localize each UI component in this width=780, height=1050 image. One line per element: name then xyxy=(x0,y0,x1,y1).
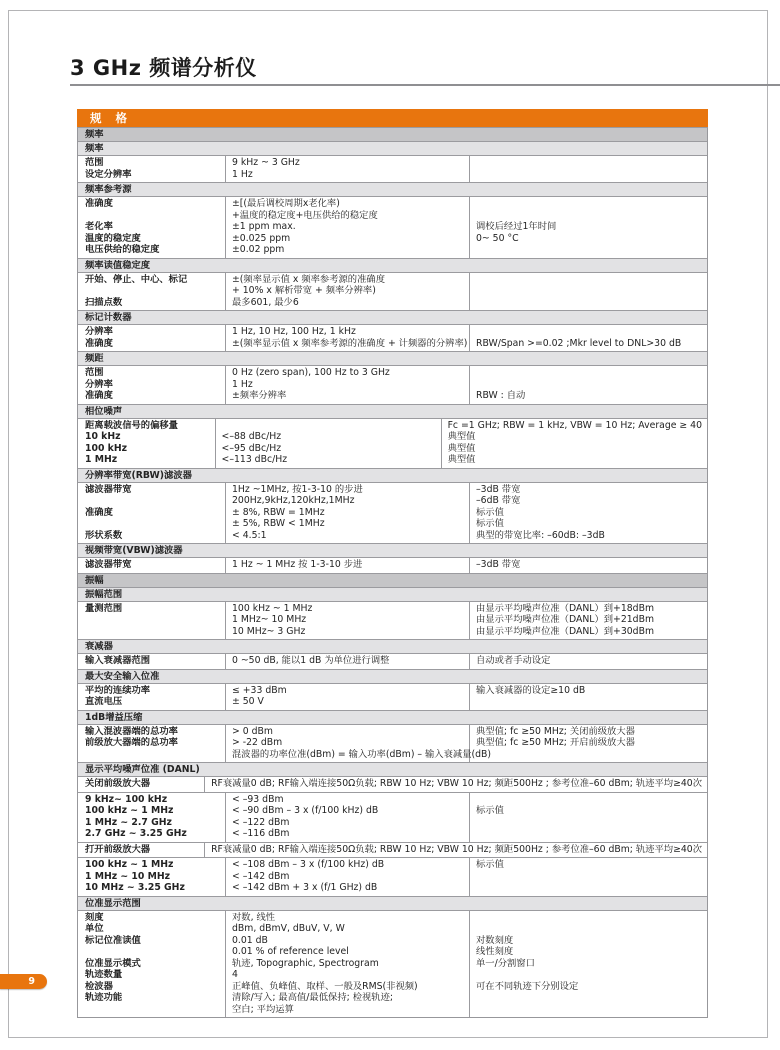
subsection-header-row xyxy=(78,762,707,776)
value-cell xyxy=(226,654,470,669)
subsection-header-row xyxy=(78,587,707,601)
spec-line: 100 kHz xyxy=(85,442,128,454)
spec-line: 典型值; fc ≥50 MHz; 开启前级放大器 xyxy=(476,737,635,748)
section-header-row xyxy=(78,573,707,587)
note-cell xyxy=(470,558,707,573)
spec-line: 100 kHz ~ 1 MHz xyxy=(232,602,313,614)
spec-line: 0.01 dB xyxy=(232,934,268,946)
spec-line: <–113 dBc/Hz xyxy=(221,454,288,465)
spec-line: 单位 xyxy=(85,923,104,934)
spec-line: 清除/写入; 最高值/最低保持; 检视轨迹; xyxy=(232,992,394,1003)
spec-line: + 10% x 解析带宽 + 频率分辨率) xyxy=(232,285,376,296)
header-label: 振幅范围 xyxy=(85,588,123,600)
param-cell xyxy=(78,684,226,710)
spec-line xyxy=(476,198,702,210)
header-label: 相位噪声 xyxy=(85,405,123,417)
spec-line: ±频率分辨率 xyxy=(232,390,287,401)
spec-line: 输入衰减器的设定≥10 dB xyxy=(476,684,586,696)
spec-line: RBW : 自动 xyxy=(476,390,526,401)
spec-line: 标示值 xyxy=(476,518,504,529)
value-cell xyxy=(226,197,470,258)
spec-line: 典型值; fc ≥50 MHz; 关闭前级放大器 xyxy=(476,725,635,737)
spec-line: 范围 xyxy=(85,367,104,378)
spec-line: 标示值 xyxy=(476,506,504,518)
spec-line: 标示值 xyxy=(476,859,504,870)
spec-line: 轨迹数量 xyxy=(85,969,123,980)
spec-line: 4 xyxy=(232,969,238,980)
header-label: 分辨率带宽(RBW)滤波器 xyxy=(85,469,192,481)
param-cell xyxy=(78,325,226,351)
spec-line xyxy=(85,210,220,222)
subsection-header-row xyxy=(78,141,707,155)
subsection-header-row xyxy=(78,258,707,272)
spec-line: 距离载波信号的偏移量 xyxy=(85,419,178,431)
spec-line: 分辨率 xyxy=(85,378,113,390)
spec-line: 100 kHz ~ 1 MHz xyxy=(85,859,174,870)
param-cell xyxy=(78,725,226,763)
spec-line: –3dB 带宽 xyxy=(476,559,521,570)
param-cell xyxy=(78,911,226,1018)
spec-line: 9 kHz~ 100 kHz xyxy=(85,793,168,805)
spec-line: 量测范围 xyxy=(85,602,123,614)
spec-line xyxy=(85,495,220,507)
spec-line: 分辨率 xyxy=(85,326,113,337)
spec-line: 1 Hz ~ 1 MHz 按 1-3-10 步进 xyxy=(232,559,363,570)
spec-line: 0 Hz (zero span), 100 Hz to 3 GHz xyxy=(232,367,390,378)
spec-line: ±1 ppm max. xyxy=(232,221,296,232)
subsection-header-row xyxy=(78,182,707,196)
spec-line: 滤波器带宽 xyxy=(85,483,132,495)
value-cell xyxy=(226,483,470,544)
note-cell xyxy=(470,684,707,710)
spec-line xyxy=(476,969,702,981)
spec-row xyxy=(78,857,707,896)
spec-line: > -22 dBm xyxy=(232,737,283,748)
spec-row xyxy=(78,272,707,311)
subsection-header-row xyxy=(78,468,707,482)
spec-line: <–88 dBc/Hz xyxy=(221,431,282,442)
spec-line xyxy=(476,326,702,338)
spec-line: 空白; 平均运算 xyxy=(232,1003,294,1015)
spec-line: ±[(最后调校周期x老化率) xyxy=(232,198,340,209)
note-cell xyxy=(442,419,707,468)
spec-line: ± 5%, RBW < 1MHz xyxy=(232,518,325,529)
spec-row xyxy=(78,365,707,404)
subsection-header-row xyxy=(78,543,707,557)
spec-line: 位准显示模式 xyxy=(85,957,141,969)
spec-line: 检波器 xyxy=(85,980,113,992)
spec-line: 单一/分割窗口 xyxy=(476,957,535,969)
spec-line: 10 MHz ~ 3.25 GHz xyxy=(85,882,185,893)
header-label: 频率参考源 xyxy=(85,184,132,195)
spec-line: 设定分辨率 xyxy=(85,168,132,180)
spec-line: 刻度 xyxy=(85,911,104,923)
param-cell xyxy=(78,558,226,573)
spec-line: 调校后经过1年时间 xyxy=(476,221,557,232)
spec-line: 对数, 线性 xyxy=(232,911,276,923)
spec-line: 1 MHz ~ 10 MHz xyxy=(85,870,171,882)
spec-line: 0 ~50 dB, 能以1 dB 为单位进行调整 xyxy=(232,655,390,666)
header-label: 频率读值稳定度 xyxy=(85,259,151,271)
spec-line: 混波器的功率位准(dBm) = 输入功率(dBm) – 输入衰减量(dB) xyxy=(232,748,492,760)
spec-line xyxy=(85,518,220,530)
spec-line: 线性刻度 xyxy=(476,946,514,957)
value-cell xyxy=(226,858,470,896)
spec-line: ±(频率显示值 x 频率参考源的准确度 + 计频器的分辨率) xyxy=(232,337,468,349)
subsection-header-row xyxy=(78,669,707,683)
spec-row xyxy=(78,683,707,710)
note-cell xyxy=(470,602,707,640)
spec-line: dBm, dBmV, dBuV, V, W xyxy=(232,923,345,934)
spec-line: 1 Hz xyxy=(232,168,253,180)
spec-line: 1 MHz xyxy=(85,454,118,465)
spec-line: 范围 xyxy=(85,157,104,168)
spec-line: 标记位准读值 xyxy=(85,934,141,946)
spec-line: 形状系数 xyxy=(85,529,123,541)
spec-line: 由显示平均噪声位准（DANL）到+18dBm xyxy=(476,602,655,614)
spec-line: 由显示平均噪声位准（DANL）到+30dBm xyxy=(476,625,655,637)
spec-line: –3dB 带宽 xyxy=(476,483,521,495)
spec-row xyxy=(78,482,707,544)
note-cell xyxy=(470,654,707,669)
spec-line: 1 Hz xyxy=(232,378,253,390)
spec-line: 输入混波器端的总功率 xyxy=(85,725,178,737)
note-cell xyxy=(470,325,707,351)
header-label: 振幅 xyxy=(85,574,104,586)
spec-line: 由显示平均噪声位准（DANL）到+21dBm xyxy=(476,614,655,625)
spec-line: 可在不同轨迹下分别设定 xyxy=(476,980,579,992)
spec-line: 典型的带宽比率: –60dB: –3dB xyxy=(476,529,605,541)
param-cell xyxy=(78,366,226,404)
value-cell xyxy=(226,273,470,311)
spec-row xyxy=(78,601,707,640)
spec-line: 典型值 xyxy=(447,442,476,454)
spec-line: ±(频率显示值 x 频率参考源的准确度 xyxy=(232,273,385,285)
spec-row xyxy=(78,792,707,842)
header-label: 1dB增益压缩 xyxy=(85,711,143,723)
spec-line: 1 MHz ~ 2.7 GHz xyxy=(85,816,172,828)
param-cell xyxy=(78,777,205,792)
spec-line: < –90 dBm – 3 x (f/100 kHz) dB xyxy=(232,805,379,816)
spec-line xyxy=(85,946,220,958)
note-cell xyxy=(470,156,707,182)
value-cell xyxy=(226,684,470,710)
note-cell xyxy=(470,197,707,258)
spec-line: 轨迹, Topographic, Spectrogram xyxy=(232,957,379,969)
spec-line: 关闭前级放大器 xyxy=(85,778,151,789)
spec-line: 温度的稳定度 xyxy=(85,232,141,244)
param-cell xyxy=(78,156,226,182)
spec-row xyxy=(78,653,707,669)
spec-line: < –93 dBm xyxy=(232,793,284,805)
note-cell xyxy=(470,366,707,404)
subsection-header-row xyxy=(78,639,707,653)
spec-line xyxy=(85,285,220,297)
spec-line: 0.01 % of reference level xyxy=(232,946,349,957)
spec-line: 10 MHz~ 3 GHz xyxy=(232,625,306,637)
spec-line xyxy=(222,420,436,432)
spec-row xyxy=(78,155,707,182)
spec-line: 准确度 xyxy=(85,390,113,401)
header-label: 显示平均噪声位准 (DANL) xyxy=(85,764,200,775)
value-cell xyxy=(216,419,442,468)
spec-table-body xyxy=(78,127,707,1017)
value-cell-wide xyxy=(205,843,707,858)
spec-header-bar xyxy=(77,109,708,127)
header-label: 位准显示范围 xyxy=(85,897,141,909)
spec-line: ± 50 V xyxy=(232,696,264,707)
spec-span-row xyxy=(78,776,707,792)
spec-line: ≤ +33 dBm xyxy=(232,684,287,696)
header-label: 频率 xyxy=(85,129,104,140)
spec-line: 1 Hz, 10 Hz, 100 Hz, 1 kHz xyxy=(232,326,356,337)
spec-row xyxy=(78,557,707,573)
spec-line: 老化率 xyxy=(85,221,113,232)
value-cell xyxy=(226,725,492,763)
header-label: 频率 xyxy=(85,143,104,154)
spec-line: 正峰值、负峰值、取样、一般及RMS(非视频) xyxy=(232,980,418,992)
header-label: 标记计数器 xyxy=(85,312,132,323)
spec-line: <–95 dBc/Hz xyxy=(221,442,282,454)
spec-line: 0~ 50 °C xyxy=(476,232,519,244)
spec-line: 1Hz ~1MHz, 按1-3-10 的步进 xyxy=(232,483,363,495)
spec-line: 最多601, 最少6 xyxy=(232,296,299,308)
spec-row xyxy=(78,196,707,258)
subsection-header-row xyxy=(78,710,707,724)
spec-line: 准确度 xyxy=(85,506,113,518)
spec-line xyxy=(476,379,702,391)
value-cell xyxy=(226,602,470,640)
param-cell xyxy=(78,793,226,842)
spec-line: 100 kHz ~ 1 MHz xyxy=(85,805,174,816)
param-cell xyxy=(78,602,226,640)
subsection-header-row xyxy=(78,351,707,365)
spec-line: > 0 dBm xyxy=(232,725,273,737)
page-title: 3 GHz 频谱分析仪 xyxy=(70,56,257,80)
header-label: 频距 xyxy=(85,353,104,364)
spec-line: < 4.5:1 xyxy=(232,529,267,541)
spec-line: < –108 dBm – 3 x (f/100 kHz) dB xyxy=(232,859,385,870)
spec-line xyxy=(476,912,702,924)
spec-line: 滤波器带宽 xyxy=(85,559,132,570)
spec-line: –6dB 带宽 xyxy=(476,495,521,506)
spec-row xyxy=(78,910,707,1018)
header-label: 衰减器 xyxy=(85,641,113,652)
spec-line: Fc =1 GHz; RBW = 1 kHz, VBW = 10 Hz; Average ≥ 40 xyxy=(447,419,702,431)
spec-line: RF衰减量0 dB; RF输入端连接50Ω负载; RBW 10 Hz; VBW 10 Hz; 频距500Hz ; 参考位准–60 dBm; 轨迹平均≥40次 xyxy=(211,778,702,789)
spec-line: 准确度 xyxy=(85,337,113,349)
spec-line: 轨迹功能 xyxy=(85,992,123,1003)
spec-line: 200Hz,9kHz,120kHz,1MHz xyxy=(232,495,355,506)
spec-line xyxy=(476,794,702,806)
title-rule xyxy=(70,84,780,86)
spec-line xyxy=(476,367,702,379)
spec-line: ±0.025 ppm xyxy=(232,232,291,244)
spec-line: +温度的稳定度+电压供给的稳定度 xyxy=(232,209,378,221)
value-cell xyxy=(226,325,470,351)
spec-line: 1 MHz~ 10 MHz xyxy=(232,614,307,625)
spec-line: 典型值 xyxy=(447,454,476,465)
spec-line: 打开前级放大器 xyxy=(85,843,151,855)
value-cell xyxy=(226,793,470,842)
spec-line: < –116 dBm xyxy=(232,828,290,839)
spec-line xyxy=(476,923,702,935)
spec-table xyxy=(77,110,708,1018)
spec-line: 直流电压 xyxy=(85,696,123,707)
spec-line: 开始、停止、中心、标记 xyxy=(85,273,188,285)
spec-line: < –142 dBm xyxy=(232,870,290,882)
spec-line: 9 kHz ~ 3 GHz xyxy=(232,157,300,168)
spec-line: RBW/Span >=0.02 ;Mkr level to DNL>30 dB xyxy=(476,337,682,349)
spec-row xyxy=(78,324,707,351)
param-cell xyxy=(78,273,226,311)
spec-line: 输入衰减器范围 xyxy=(85,655,151,666)
spec-line: 典型值 xyxy=(447,431,476,442)
value-cell xyxy=(226,558,470,573)
page-number-tab xyxy=(0,974,47,989)
subsection-header-row xyxy=(78,404,707,418)
spec-line: 2.7 GHz ~ 3.25 GHz xyxy=(85,828,187,839)
subsection-header-row xyxy=(78,896,707,910)
note-cell xyxy=(470,911,707,1018)
spec-line: 10 kHz xyxy=(85,431,121,442)
header-label: 视频带宽(VBW)滤波器 xyxy=(85,545,183,556)
spec-line: < –122 dBm xyxy=(232,816,290,828)
value-cell xyxy=(226,911,470,1018)
param-cell xyxy=(78,419,216,468)
note-cell xyxy=(470,273,707,311)
note-cell xyxy=(470,483,707,544)
spec-line: 平均的连续功率 xyxy=(85,684,151,696)
value-cell-wide xyxy=(205,777,707,792)
value-cell xyxy=(226,366,470,404)
param-cell xyxy=(78,843,205,858)
subsection-header-row xyxy=(78,310,707,324)
spec-line: ± 8%, RBW = 1MHz xyxy=(232,506,325,518)
spec-line: RF衰减量0 dB; RF输入端连接50Ω负载; RBW 10 Hz; VBW 10 Hz; 频距500Hz ; 参考位准–60 dBm; 轨迹平均≥40次 xyxy=(211,843,702,855)
header-label: 最大安全输入位准 xyxy=(85,670,160,682)
spec-line: 电压供给的稳定度 xyxy=(85,244,160,255)
param-cell xyxy=(78,858,226,896)
spec-line: < –142 dBm + 3 x (f/1 GHz) dB xyxy=(232,882,378,893)
section-header-row xyxy=(78,127,707,141)
spec-line: 准确度 xyxy=(85,198,113,209)
page-number: 9 xyxy=(28,976,35,987)
spec-row xyxy=(78,418,707,468)
spec-line: ±0.02 ppm xyxy=(232,244,285,255)
spec-line xyxy=(476,210,702,222)
param-cell xyxy=(78,197,226,258)
spec-header-label: 规 格 xyxy=(90,111,133,125)
spec-line: 对数刻度 xyxy=(476,934,514,946)
spec-span-row xyxy=(78,842,707,858)
note-cell xyxy=(470,793,707,842)
value-cell xyxy=(226,156,470,182)
spec-line: 扫描点数 xyxy=(85,296,123,308)
note-cell xyxy=(470,725,707,763)
param-cell xyxy=(78,483,226,544)
note-cell xyxy=(470,858,707,896)
param-cell xyxy=(78,654,226,669)
spec-line: 标示值 xyxy=(476,805,504,816)
spec-row xyxy=(78,724,707,763)
spec-line: 自动或者手动设定 xyxy=(476,655,551,666)
spec-line: 前级放大器端的总功率 xyxy=(85,737,178,748)
